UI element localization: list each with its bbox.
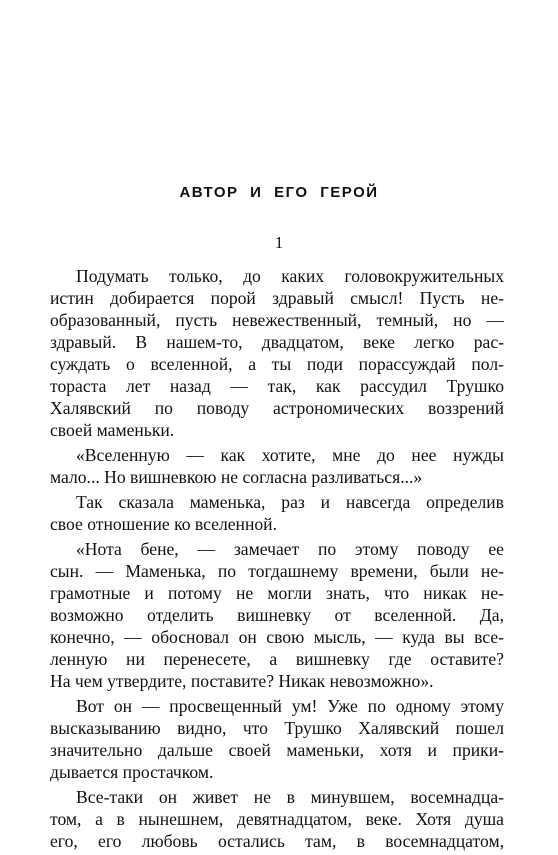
paragraph [50, 444, 504, 488]
text-line: суждать о вселенной, а ты поди порассуждай пол- [50, 354, 504, 374]
text-line: конечно, — обосновал он свою мысль, — куда вы все- [50, 627, 504, 647]
text-line: возможно отделить вишневку от вселенной. Да, [50, 605, 504, 625]
text-line: дывается простачком. [50, 762, 214, 782]
paragraph [50, 695, 504, 783]
text-line: образованный, пусть невежественный, темный, но — [50, 310, 504, 330]
paragraph [50, 538, 504, 692]
text-line: том, а в нынешнем, девятнадцатом, веке. Хотя душа [50, 809, 504, 829]
text-line: здравый. В нашем-то, двадцатом, веке легко рас- [50, 332, 504, 352]
text-line: Так сказала маменька, раз и навсегда определив [76, 492, 504, 512]
text-line: значительно дальше своей маменьки, хотя и прики- [50, 740, 504, 760]
text-line: своей маменьки. [50, 420, 175, 440]
text-line: грамотные и потому не могли знать, что никак не- [50, 583, 504, 603]
text-line: свое отношение ко вселенной. [50, 514, 277, 534]
text-line: Вот он — просвещенный ум! Уже по одному этому [76, 696, 504, 716]
text-line: «Нота бене, — замечает по этому поводу ее [76, 539, 504, 559]
chapter-title: АВТОР И ЕГО ГЕРОЙ [179, 184, 379, 201]
text-line: На чем утвердите, поставите? Никак невозможно». [50, 671, 434, 691]
text-line: тораста лет назад — так, как рассудил Трушко [50, 376, 504, 396]
text-line: Халявский по поводу астрономических воззрений [50, 398, 504, 418]
text-line: истин добирается порой здравый смысл! Пусть не- [50, 288, 504, 308]
paragraph [50, 786, 504, 852]
body-text [50, 265, 504, 855]
section-number: 1 [274, 233, 284, 252]
text-line: мало... Но вишневкою не согласна разливаться...» [50, 467, 423, 487]
text-line: высказыванию видно, что Трушко Халявский пошел [50, 718, 504, 738]
text-line: его, его любовь остались там, в восемнадцатом, [50, 831, 504, 851]
text-line: ленную ни перенесете, а вишневку где оставите? [50, 649, 504, 669]
paragraph [50, 265, 504, 441]
text-line: Подумать только, до каких головокружительных [76, 266, 504, 286]
text-line: сын. — Маменька, по тогдашнему времени, были не- [50, 561, 504, 581]
text-line: «Вселенную — как хотите, мне до нее нужды [76, 445, 504, 465]
text-line: Все-таки он живет не в минувшем, восемнадца- [76, 787, 504, 807]
paragraph [50, 491, 504, 535]
